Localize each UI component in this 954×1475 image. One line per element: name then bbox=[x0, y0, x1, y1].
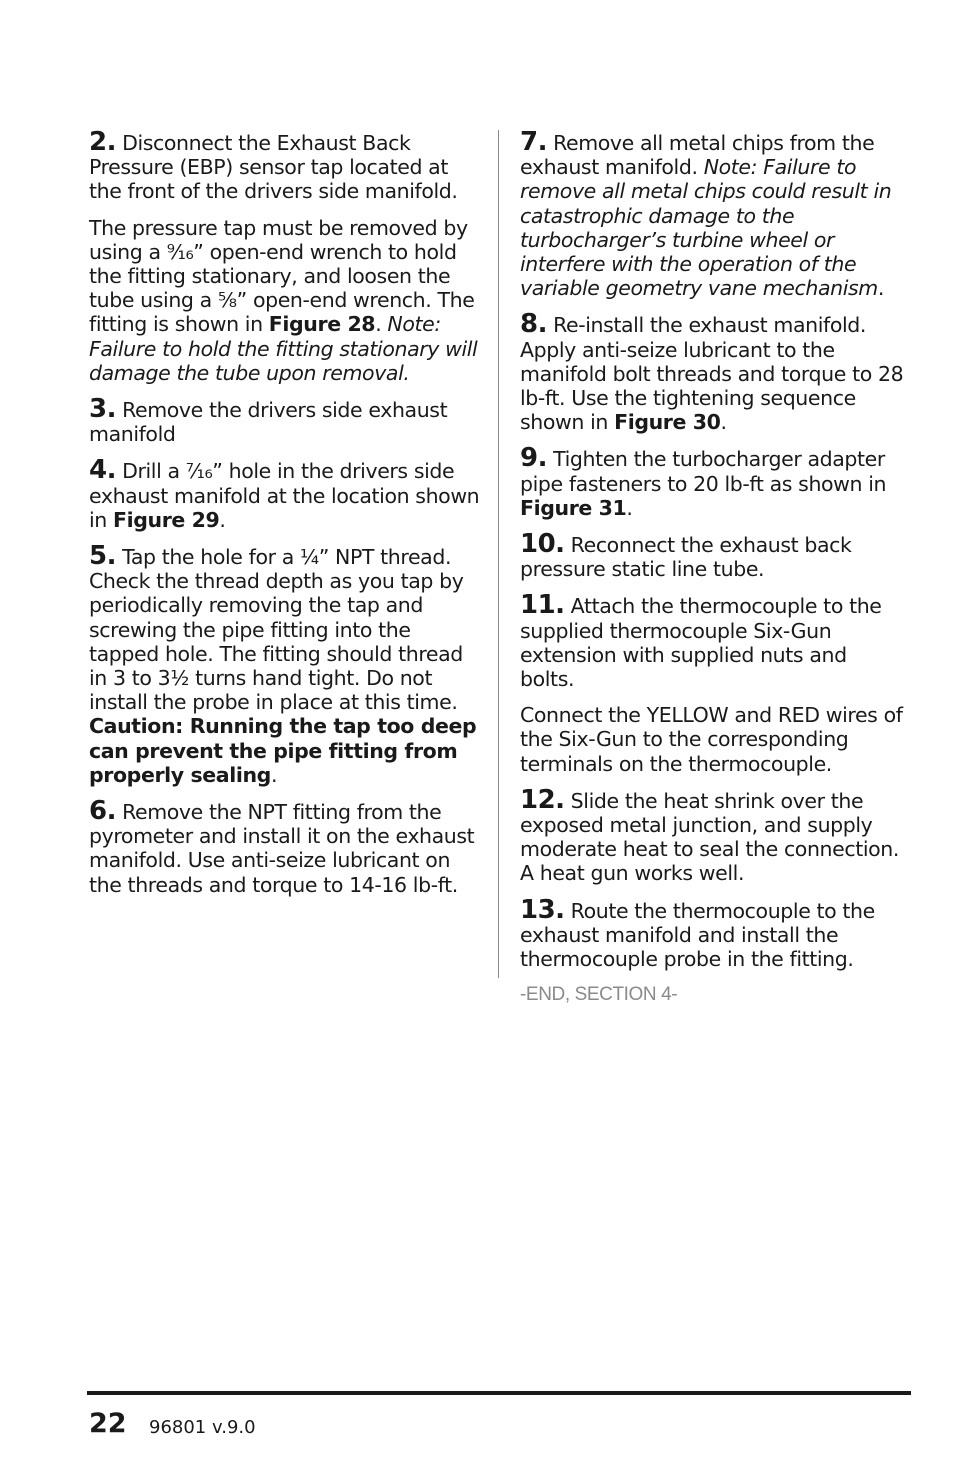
step-12 bbox=[520, 784, 905, 886]
step-number: 7. bbox=[520, 127, 547, 157]
detail-text: . bbox=[375, 312, 388, 337]
step-number: 5. bbox=[89, 541, 116, 572]
step-3 bbox=[89, 394, 484, 447]
step-text: ” hole in the drivers side exhaust manifold at the location shown in bbox=[89, 459, 480, 532]
figure-reference: Figure 31 bbox=[520, 495, 627, 520]
caution-text: Caution: Running the tap too deep can prevent the pipe fitting from properly sealing bbox=[89, 714, 477, 787]
step-10 bbox=[520, 529, 905, 582]
document-version: 96801 v.9.0 bbox=[149, 1417, 256, 1438]
detail-text: The pressure tap must be removed by using a bbox=[89, 215, 468, 264]
left-column bbox=[89, 127, 484, 909]
step-13 bbox=[520, 894, 905, 972]
step-text: Tap the hole for a bbox=[115, 545, 301, 570]
step-7 bbox=[520, 127, 905, 301]
page-number: 22 bbox=[89, 1408, 127, 1439]
step-text: Route the thermocouple to the exhaust manifold and install the thermocouple probe in the fitting. bbox=[520, 898, 875, 972]
section-end-marker: -END, SECTION 4- bbox=[520, 984, 678, 1006]
step-text: Tighten the turbocharger adapter pipe fasteners to 20 lb-ft as shown in bbox=[520, 447, 887, 496]
fraction: ⁹⁄₁₆ bbox=[166, 239, 194, 264]
step-text: Drill a bbox=[115, 459, 186, 484]
step-text: Attach the thermocouple to the supplied thermocouple Six-Gun extension with supplied nuts and bolts. bbox=[520, 594, 882, 692]
step-11 bbox=[520, 590, 905, 692]
step-text: Disconnect the Exhaust Back Pressure (EBP) sensor tap located at the front of the drivers side manifold. bbox=[89, 131, 458, 204]
step-number: 9. bbox=[520, 443, 547, 474]
footer-rule bbox=[87, 1391, 911, 1395]
note-text: Note: Failure to remove all metal chips could result in catastrophic damage to the turbocharger’s turbine wheel or interfere with the operation of the variable geometry vane mechanism bbox=[520, 155, 892, 301]
step-number: 12. bbox=[520, 784, 565, 815]
step-text: ” NPT thread. Check the thread depth as you tap by periodically removing the tap and screwing the pipe fitting into the tapped hole. The fitting should thread in 3 to 3 bbox=[89, 545, 464, 691]
step-text: . bbox=[626, 495, 633, 520]
step-6 bbox=[89, 796, 484, 897]
step-text: Reconnect the exhaust back pressure static line tube. bbox=[520, 533, 852, 582]
step-text: Remove the drivers side exhaust manifold bbox=[89, 398, 448, 447]
step-number: 2. bbox=[89, 127, 116, 157]
step-text: Re-install the exhaust manifold. Apply anti-seize lubricant to the manifold bolt threads and torque to 28 lb-ft. Use the tightening sequence shown in bbox=[520, 313, 904, 435]
step-number: 13. bbox=[520, 894, 565, 925]
detail-text: ” open-end wrench. The fitting is shown in bbox=[89, 288, 475, 337]
figure-reference: Figure 28 bbox=[268, 312, 376, 337]
step-9 bbox=[520, 443, 905, 520]
fraction: ⁷⁄₁₆ bbox=[185, 459, 213, 484]
step-text: . bbox=[270, 762, 278, 787]
step-2-detail bbox=[89, 216, 484, 385]
step-number: 6. bbox=[89, 796, 116, 827]
step-number: 8. bbox=[520, 309, 547, 340]
step-8 bbox=[520, 309, 905, 435]
column-divider bbox=[498, 130, 499, 978]
step-text: . bbox=[877, 276, 884, 301]
step-text: turns hand tight. Do not install the probe in place at this time. bbox=[89, 666, 458, 715]
step-text: Slide the heat shrink over the exposed metal junction, and supply moderate heat to seal the connection. A heat gun works well. bbox=[520, 788, 900, 886]
figure-reference: Figure 29 bbox=[113, 507, 220, 532]
step-4 bbox=[89, 455, 484, 532]
fraction: ¹⁄₂ bbox=[170, 666, 189, 691]
step-11-detail bbox=[520, 703, 905, 776]
figure-reference: Figure 30 bbox=[614, 410, 721, 435]
detail-text: Connect the YELLOW and RED wires of the Six-Gun to the corresponding terminals on the thermocouple. bbox=[520, 703, 903, 776]
step-number: 3. bbox=[89, 394, 116, 425]
step-text: . bbox=[720, 410, 727, 435]
step-number: 4. bbox=[89, 455, 116, 486]
step-text: Remove all metal chips from the exhaust manifold. bbox=[520, 131, 875, 180]
step-5 bbox=[89, 541, 484, 787]
step-text: Remove the NPT fitting from the pyrometer and install it on the exhaust manifold. Use anti-seize lubricant on the threads and torque to 14-16 lb-ft. bbox=[89, 800, 475, 897]
detail-text: ” open-end wrench to hold the fitting stationary, and loosen the tube using a bbox=[89, 239, 457, 313]
step-number: 11. bbox=[520, 590, 565, 621]
right-column bbox=[520, 127, 905, 1008]
note-text: Note: Failure to hold the fitting stationary will damage the tube upon removal. bbox=[89, 312, 478, 385]
step-text: . bbox=[219, 507, 226, 532]
fraction: ⁵⁄₈ bbox=[217, 288, 237, 313]
step-2 bbox=[89, 127, 484, 204]
fraction: ¹⁄₄ bbox=[300, 545, 319, 570]
step-number: 10. bbox=[520, 529, 565, 560]
